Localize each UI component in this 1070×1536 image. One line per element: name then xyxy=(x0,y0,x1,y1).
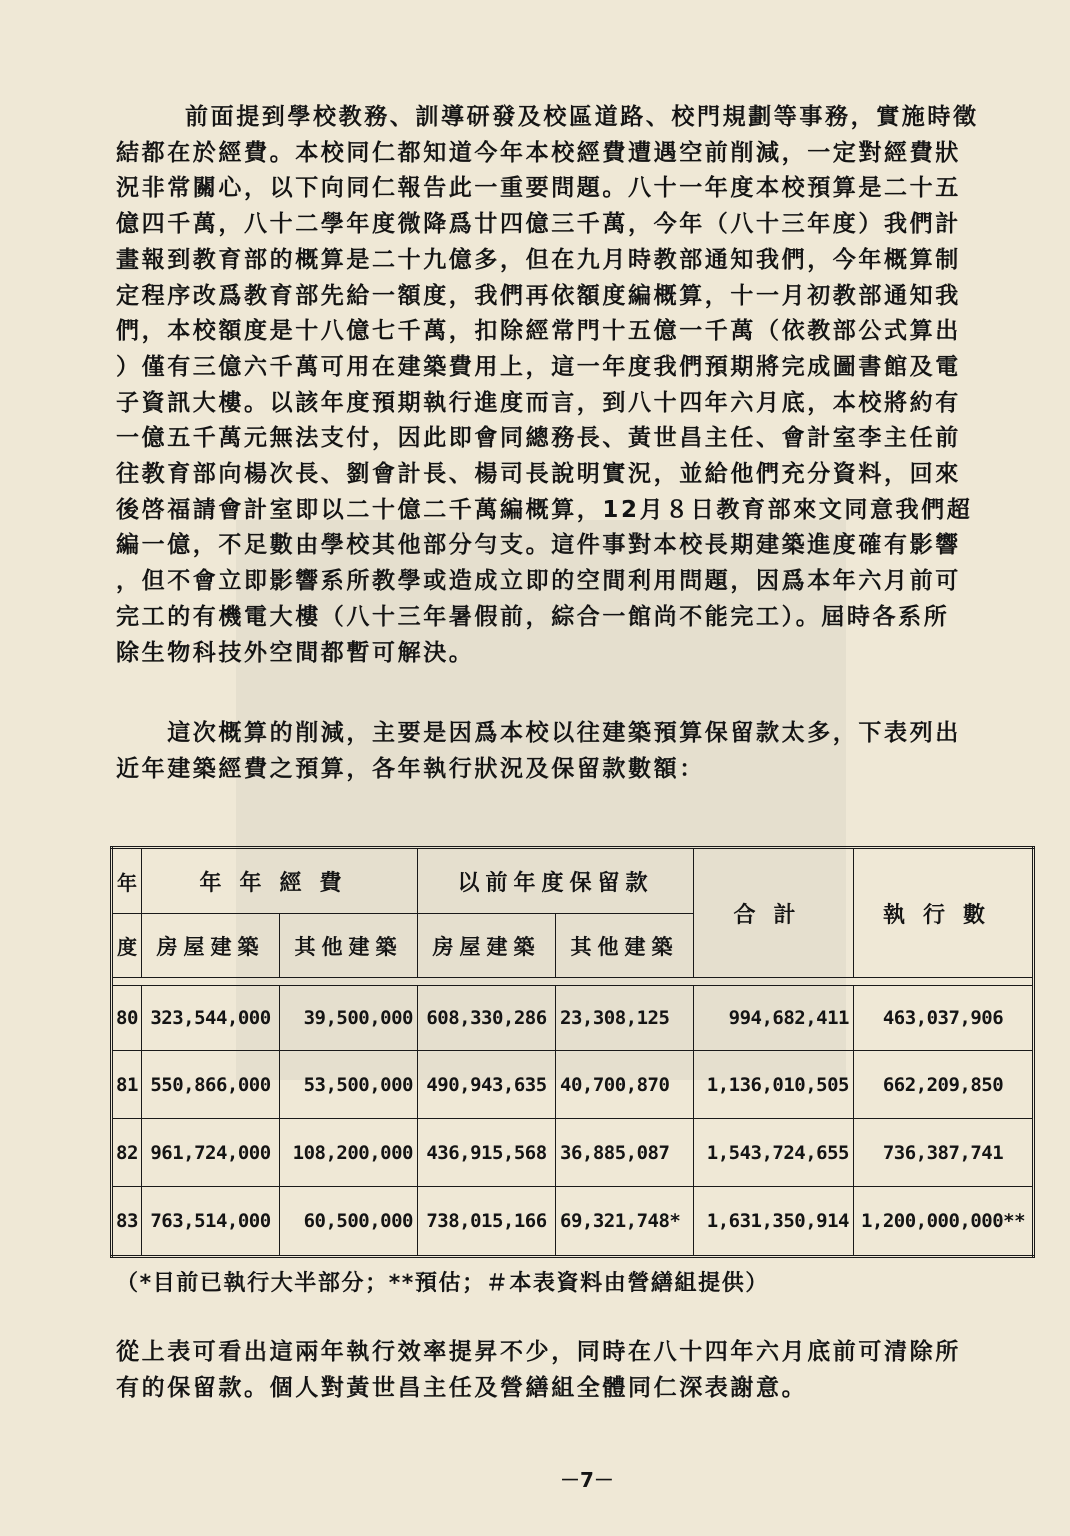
text-line: 畫報到教育部的概算是二十九億多，但在九月時教部通知我們，今年概算制 xyxy=(116,246,961,273)
header-annual-budget: 年年經費 xyxy=(142,848,418,914)
paragraph-conclusion xyxy=(116,1335,1036,1406)
table-header-row xyxy=(112,848,1034,914)
page-number: －7－ xyxy=(560,1468,614,1492)
cell-annual-housing: 763,514,000 xyxy=(142,1187,280,1257)
text-line: 後啓福請會計室即以二十億二千萬編概算，12月８日教育部來文同意我們超 xyxy=(116,496,973,523)
cell-year: 81 xyxy=(112,1051,142,1119)
cell-executed: 463,037,906 xyxy=(854,986,1034,1051)
cell-annual-other: 108,200,000 xyxy=(280,1119,418,1187)
header-executed: 執行數 xyxy=(854,848,1034,978)
text-line: 有的保留款。個人對黃世昌主任及營繕組全體同仁深表謝意。 xyxy=(116,1374,808,1401)
table-footnote: （*目前已執行大半部分；**預估；＃本表資料由營繕組提供） xyxy=(116,1271,769,1296)
cell-annual-housing: 550,866,000 xyxy=(142,1051,280,1119)
text-line: 況非常關心，以下向同仁報告此一重要問題。八十一年度本校預算是二十五 xyxy=(116,175,961,202)
table-row xyxy=(112,986,1034,1051)
header-total: 合計 xyxy=(694,848,854,978)
cell-reserve-other: 36,885,087 xyxy=(556,1119,694,1187)
text-line: 編一億，不足數由學校其他部分勻支。這件事對本校長期建築進度確有影響 xyxy=(116,532,961,559)
header-year-top: 年 xyxy=(112,848,142,914)
construction-budget-table xyxy=(110,846,1035,1258)
text-line: 子資訊大樓。以該年度預期執行進度而言，到八十四年六月底，本校將約有 xyxy=(116,389,961,416)
paragraph-table-intro xyxy=(116,716,1036,787)
cell-annual-housing: 961,724,000 xyxy=(142,1119,280,1187)
text-line: 前面提到學校教務、訓導研發及校區道路、校門規劃等事務，實施時徵 xyxy=(185,104,979,130)
header-year-bottom: 度 xyxy=(112,914,142,978)
cell-year: 82 xyxy=(112,1119,142,1187)
cell-year: 83 xyxy=(112,1187,142,1257)
text-line: 除生物科技外空間都暫可解決。 xyxy=(116,639,475,666)
subheader-other: 其他建築 xyxy=(280,914,418,978)
cell-reserve-housing: 608,330,286 xyxy=(418,986,556,1051)
text-line: 一億五千萬元無法支付，因此即會同總務長、黃世昌主任、會計室李主任前 xyxy=(116,425,961,452)
text-line: ）僅有三億六千萬可用在建築費用上，這一年度我們預期將完成圖書館及電 xyxy=(116,353,961,380)
cell-reserve-other: 69,321,748* xyxy=(556,1187,694,1257)
cell-total: 1,136,010,505 xyxy=(694,1051,854,1119)
header-prior-reserve: 以前年度保留款 xyxy=(418,848,694,914)
cell-reserve-housing: 738,015,166 xyxy=(418,1187,556,1257)
cell-reserve-other: 40,700,870 xyxy=(556,1051,694,1119)
text-line: 近年建築經費之預算，各年執行狀況及保留款數額： xyxy=(116,755,705,782)
cell-executed: 1,200,000,000** xyxy=(854,1187,1034,1257)
cell-annual-housing: 323,544,000 xyxy=(142,986,280,1051)
subheader-other: 其他建築 xyxy=(556,914,694,978)
cell-annual-other: 39,500,000 xyxy=(280,986,418,1051)
text-line: 億四千萬，八十二學年度微降爲廿四億三千萬，今年（八十三年度）我們計 xyxy=(116,211,961,238)
table-row xyxy=(112,1119,1034,1187)
text-line: 定程序改爲教育部先給一額度，我們再依額度編概算，十一月初教部通知我 xyxy=(116,282,961,309)
table-row xyxy=(112,1187,1034,1257)
cell-executed: 736,387,741 xyxy=(854,1119,1034,1187)
table-row xyxy=(112,1051,1034,1119)
text-line: 往教育部向楊次長、劉會計長、楊司長說明實況，並給他們充分資料，回來 xyxy=(116,461,961,488)
paragraph-budget-report xyxy=(116,100,1036,671)
text-line: 從上表可看出這兩年執行效率提昇不少，同時在八十四年六月底前可清除所 xyxy=(116,1339,961,1365)
cell-reserve-housing: 436,915,568 xyxy=(418,1119,556,1187)
cell-executed: 662,209,850 xyxy=(854,1051,1034,1119)
cell-year: 80 xyxy=(112,986,142,1051)
text-line: 完工的有機電大樓（八十三年暑假前，綜合一館尚不能完工）。屆時各系所 xyxy=(116,603,950,630)
cell-total: 1,631,350,914 xyxy=(694,1187,854,1257)
cell-total: 994,682,411 xyxy=(694,986,854,1051)
cell-annual-other: 53,500,000 xyxy=(280,1051,418,1119)
cell-annual-other: 60,500,000 xyxy=(280,1187,418,1257)
text-line: 們，本校額度是十八億七千萬，扣除經常門十五億一千萬（依教部公式算出 xyxy=(116,318,961,345)
text-line: ，但不會立即影響系所教學或造成立即的空間利用問題，因爲本年六月前可 xyxy=(116,568,961,595)
subheader-housing: 房屋建築 xyxy=(142,914,280,978)
cell-total: 1,543,724,655 xyxy=(694,1119,854,1187)
text-line: 這次概算的削減，主要是因爲本校以往建築預算保留款太多，下表列出 xyxy=(116,720,961,746)
subheader-housing: 房屋建築 xyxy=(418,914,556,978)
cell-reserve-housing: 490,943,635 xyxy=(418,1051,556,1119)
cell-reserve-other: 23,308,125 xyxy=(556,986,694,1051)
text-line: 結都在於經費。本校同仁都知道今年本校經費遭遇空前削減，一定對經費狀 xyxy=(116,139,961,166)
